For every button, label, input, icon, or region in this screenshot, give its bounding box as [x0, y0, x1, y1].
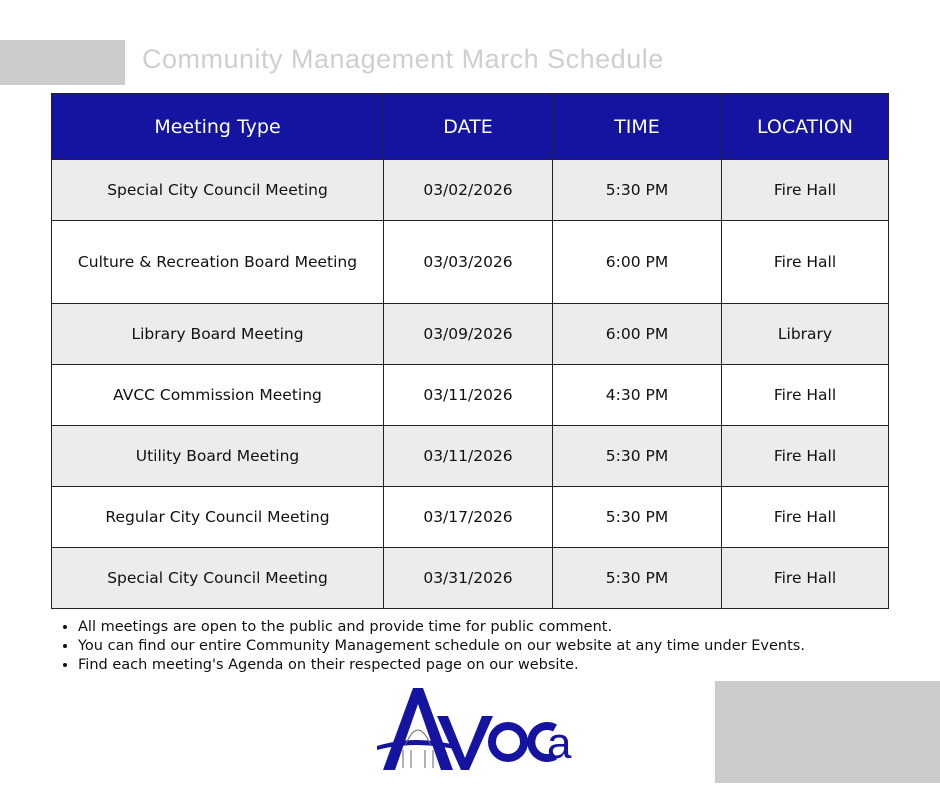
- time-cell: 5:30 PM: [553, 487, 722, 548]
- svg-text:a: a: [547, 719, 572, 768]
- meeting-type-cell: Special City Council Meeting: [52, 160, 384, 221]
- date-cell: 03/03/2026: [384, 221, 553, 304]
- location-cell: Fire Hall: [722, 426, 889, 487]
- location-cell: Fire Hall: [722, 221, 889, 304]
- table-row: [52, 365, 889, 426]
- time-cell: 5:30 PM: [553, 426, 722, 487]
- note-item: • Find each meeting's Agenda on their respected page on our website.: [78, 656, 805, 675]
- header-date: DATE: [384, 94, 553, 160]
- meeting-type-cell: Culture & Recreation Board Meeting: [52, 221, 384, 304]
- avoca-logo: [375, 686, 575, 778]
- time-cell: 4:30 PM: [553, 365, 722, 426]
- table-row: [52, 426, 889, 487]
- table-row: [52, 160, 889, 221]
- meeting-type-cell: AVCC Commission Meeting: [52, 365, 384, 426]
- time-cell: 6:00 PM: [553, 221, 722, 304]
- meeting-type-cell: Regular City Council Meeting: [52, 487, 384, 548]
- note-item: • You can find our entire Community Management schedule on our website at any time under Events.: [78, 637, 805, 656]
- header-time: TIME: [553, 94, 722, 160]
- header-meeting-type: Meeting Type: [52, 94, 384, 160]
- page-title: Community Management March Schedule: [142, 44, 664, 74]
- schedule-table: [51, 93, 889, 609]
- location-cell: Fire Hall: [722, 365, 889, 426]
- table-row: [52, 487, 889, 548]
- date-cell: 03/31/2026: [384, 548, 553, 609]
- meeting-type-cell: Utility Board Meeting: [52, 426, 384, 487]
- notes-list: [78, 618, 805, 675]
- note-item: • All meetings are open to the public and provide time for public comment.: [78, 618, 805, 637]
- time-cell: 5:30 PM: [553, 160, 722, 221]
- header-location: LOCATION: [722, 94, 889, 160]
- location-cell: Fire Hall: [722, 160, 889, 221]
- date-cell: 03/09/2026: [384, 304, 553, 365]
- location-cell: Library: [722, 304, 889, 365]
- decorative-box-top: [0, 40, 125, 85]
- date-cell: 03/11/2026: [384, 426, 553, 487]
- location-cell: Fire Hall: [722, 548, 889, 609]
- date-cell: 03/11/2026: [384, 365, 553, 426]
- table-header-row: [52, 94, 889, 160]
- time-cell: 5:30 PM: [553, 548, 722, 609]
- table-row: [52, 548, 889, 609]
- time-cell: 6:00 PM: [553, 304, 722, 365]
- table-row: [52, 304, 889, 365]
- date-cell: 03/17/2026: [384, 487, 553, 548]
- meeting-type-cell: Special City Council Meeting: [52, 548, 384, 609]
- date-cell: 03/02/2026: [384, 160, 553, 221]
- decorative-box-bottom: [715, 681, 940, 783]
- table-row: [52, 221, 889, 304]
- meeting-type-cell: Library Board Meeting: [52, 304, 384, 365]
- location-cell: Fire Hall: [722, 487, 889, 548]
